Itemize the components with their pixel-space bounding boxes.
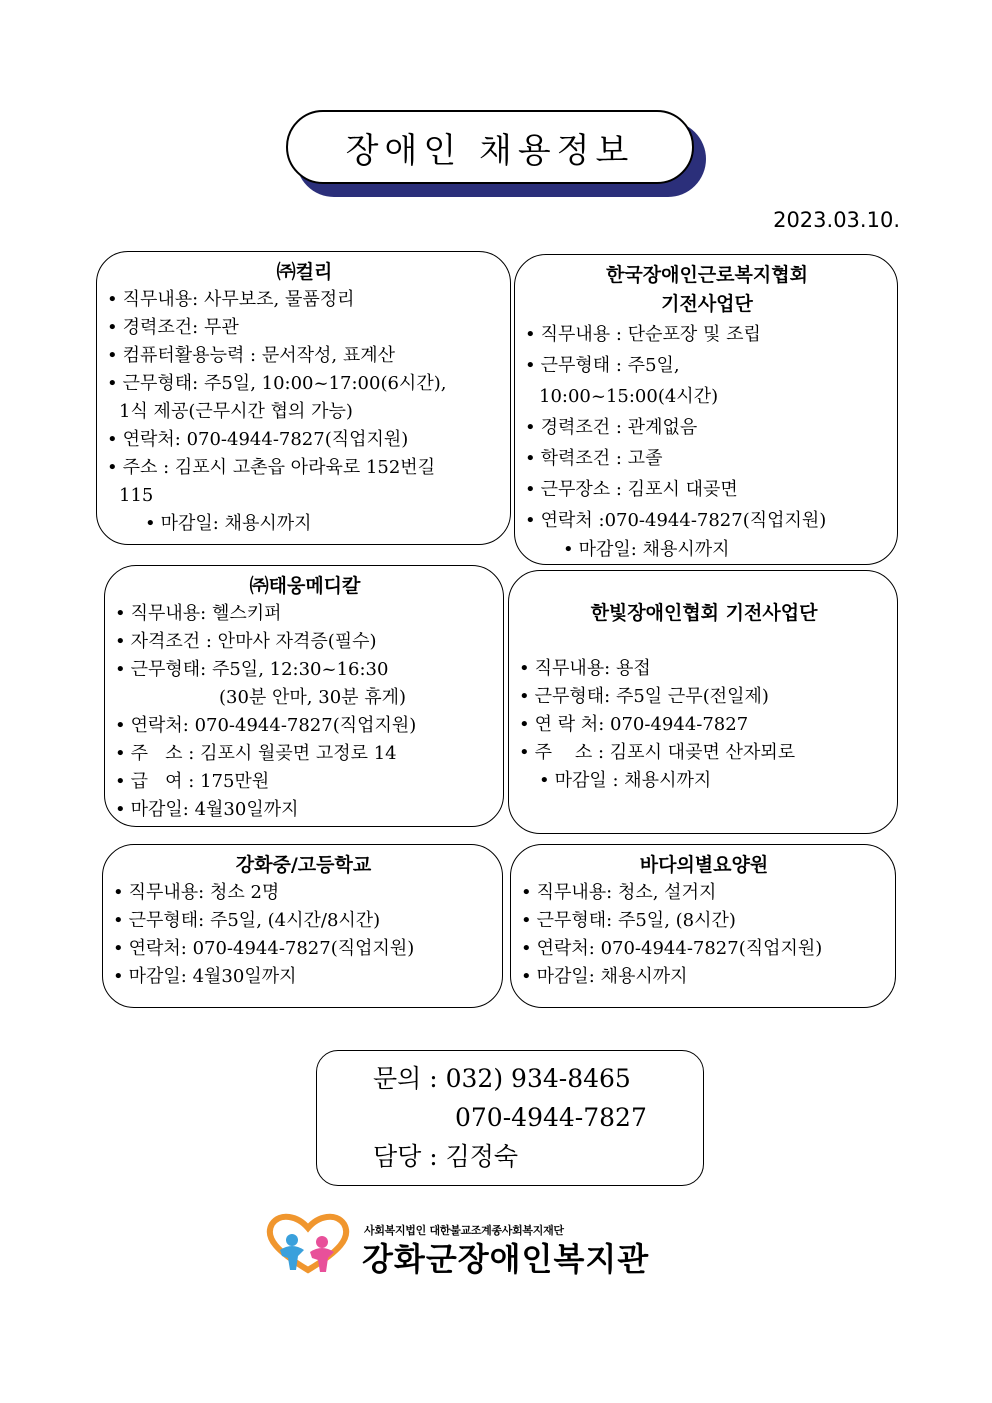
deadline: • 마감일: 채용시까지 [107, 510, 502, 538]
notice-date: 2023.03.10. [773, 208, 900, 232]
address: • 주 소 : 김포시 대곶면 산자뫼로 [519, 739, 889, 767]
computer-skills: • 컴퓨터활용능력 : 문서작성, 표계산 [107, 342, 502, 370]
heart-people-icon [258, 1212, 358, 1276]
contact-phone: • 연락처: 070-4944-7827(직업지원) [115, 712, 495, 740]
work-type: • 근무형태: 주5일 근무(전일제) [519, 683, 889, 711]
job-duty: • 직무내용: 용접 [519, 655, 889, 683]
logo-subtitle: 사회복지법인 대한불교조계종사회복지재단 [364, 1224, 564, 1237]
education: • 학력조건 : 고졸 [525, 443, 889, 474]
job-card-hanbit [508, 570, 898, 834]
inquiry-phone-1: 문의 : 032) 934-8465 [373, 1064, 631, 1093]
job-card-kead [514, 254, 898, 565]
qualification: • 자격조건 : 안마사 자격증(필수) [115, 628, 495, 656]
deadline: • 마감일 : 채용시까지 [519, 767, 889, 795]
deadline: • 마감일: 채용시까지 [525, 536, 889, 564]
card-title: ㈜컬리 [276, 261, 333, 283]
card-title: ㈜태웅메디칼 [249, 575, 361, 597]
card-title: 한국장애인근로복지협회 [606, 264, 808, 286]
deadline: • 마감일: 4월30일까지 [115, 796, 495, 824]
card-subtitle: 기전사업단 [661, 293, 753, 315]
work-type: • 근무형태 : 주5일, [525, 350, 889, 381]
title-banner [286, 110, 698, 188]
work-hours: 10:00~15:00(4시간) [539, 386, 719, 407]
workplace: • 근무장소 : 김포시 대곶면 [525, 474, 889, 505]
work-type-cont: (30분 안마, 30분 휴게) [219, 687, 407, 708]
job-duty: • 직무내용: 청소 2명 [113, 879, 494, 907]
address-cont: 115 [119, 485, 154, 506]
job-card-ganghwa-school [102, 844, 503, 1008]
contact-phone: • 연락처: 070-4944-7827(직업지원) [521, 935, 887, 963]
contact-phone: • 연 락 처: 070-4944-7827 [519, 711, 889, 739]
job-duty: • 직무내용: 헬스키퍼 [115, 600, 495, 628]
job-duty: • 직무내용: 청소, 설거지 [521, 879, 887, 907]
job-duty: • 직무내용: 사무보조, 물품정리 [107, 286, 502, 314]
address: • 주소 : 김포시 고촌읍 아라육로 152번길 [107, 454, 502, 482]
page-title: 장애인 채용정보 [286, 110, 694, 184]
contact-phone: • 연락처: 070-4944-7827(직업지원) [113, 935, 494, 963]
address: • 주 소 : 김포시 월곶면 고정로 14 [115, 740, 495, 768]
work-type-cont: 1식 제공(근무시간 협의 가능) [119, 401, 353, 422]
work-type: • 근무형태: 주5일, (8시간) [521, 907, 887, 935]
contact-phone: • 연락처: 070-4944-7827(직업지원) [107, 426, 502, 454]
work-type: • 근무형태: 주5일, 12:30~16:30 [115, 656, 495, 684]
job-card-kalli [96, 251, 511, 545]
logo-name: 강화군장애인복지관 [362, 1240, 650, 1278]
card-title: 강화중/고등학교 [235, 854, 372, 876]
deadline: • 마감일: 채용시까지 [521, 963, 887, 991]
card-title: 한빛장애인협회 기전사업단 [590, 602, 818, 624]
experience: • 경력조건 : 관계없음 [525, 412, 889, 443]
organization-logo [258, 1212, 728, 1276]
work-type: • 근무형태: 주5일, 10:00~17:00(6시간), [107, 370, 502, 398]
work-type: • 근무형태: 주5일, (4시간/8시간) [113, 907, 494, 935]
experience: • 경력조건: 무관 [107, 314, 502, 342]
card-title: 바다의별요양원 [639, 854, 769, 876]
job-card-taewoong [104, 565, 504, 827]
deadline: • 마감일: 4월30일까지 [113, 963, 494, 991]
salary: • 급 여 : 175만원 [115, 768, 495, 796]
inquiry-box [316, 1050, 704, 1186]
contact-phone: • 연락처 :070-4944-7827(직업지원) [525, 505, 889, 536]
inquiry-manager: 담당 : 김정숙 [373, 1142, 519, 1171]
job-duty: • 직무내용 : 단순포장 및 조립 [525, 319, 889, 350]
job-card-bada [510, 844, 896, 1008]
inquiry-phone-2: 070-4944-7827 [455, 1103, 647, 1132]
